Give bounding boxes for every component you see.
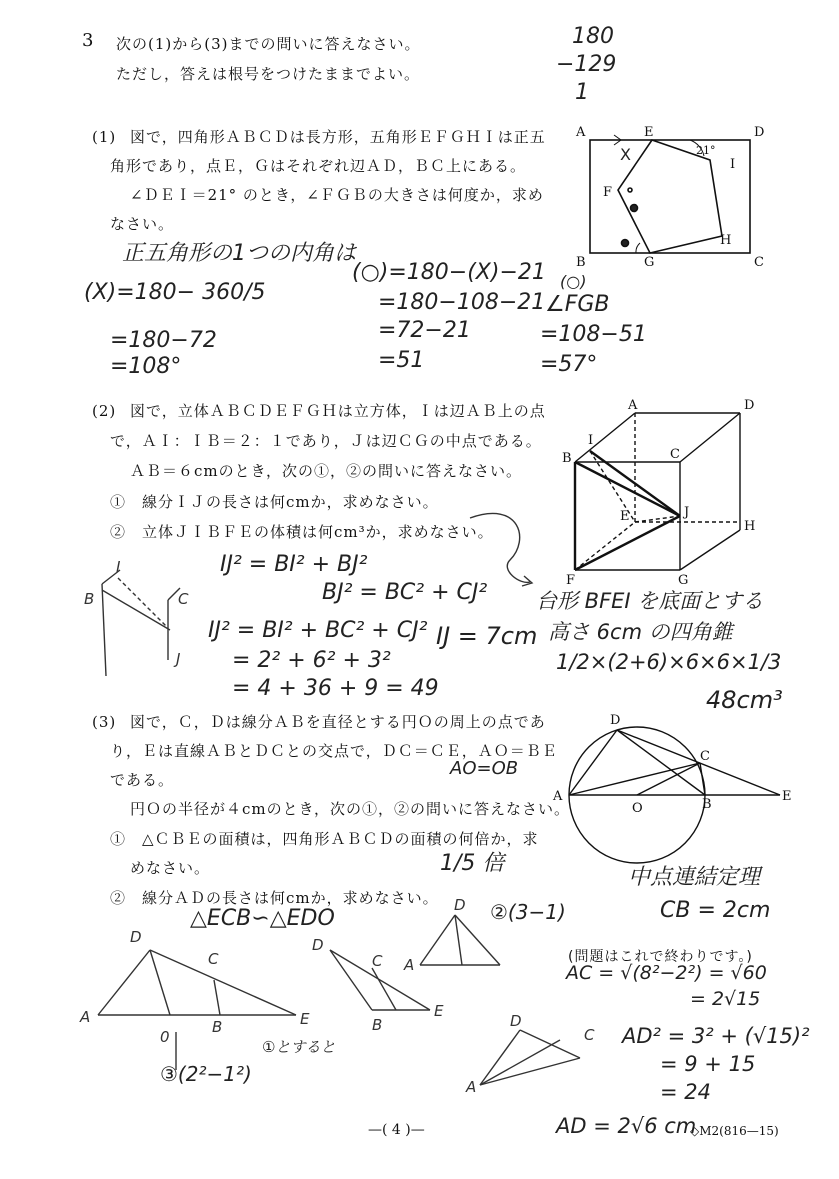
q1-work: (○)=180−(X)−21	[352, 260, 546, 285]
q1-text-3: ∠ＤＥＩ＝21° のとき，∠ＦＧＢの大きさは何度か，求め	[130, 186, 544, 204]
header-line-1: 次の(1)から(3)までの問いに答えなさい。	[116, 35, 421, 53]
q2-work: 48cm³	[706, 686, 783, 714]
label: D	[610, 713, 621, 728]
angle-marker	[631, 205, 638, 212]
sketch-label: J	[176, 650, 181, 668]
q3-number: (3)	[92, 713, 117, 731]
label: A	[576, 125, 586, 140]
label: J	[684, 505, 690, 520]
q1-text-4: なさい。	[110, 215, 175, 233]
sketch-label: 0	[160, 1028, 170, 1046]
label: F	[566, 573, 576, 588]
label: B	[576, 255, 586, 270]
q1-work: (X)=180− 360/5	[84, 280, 266, 305]
q1-work: =57°	[540, 352, 598, 377]
q1-work: =180−72	[110, 328, 217, 353]
q1-work: =72−21	[378, 318, 471, 343]
label: D	[744, 398, 755, 413]
q2-text-2: で，ＡＩ：ＩＢ＝２：１であり，Ｊは辺ＣＧの中点である。	[110, 432, 542, 450]
q3-work: 1/5 倍	[440, 851, 505, 876]
q2-figure	[575, 413, 740, 570]
label: C	[670, 447, 680, 462]
sketch-label: D	[130, 928, 142, 946]
q3-work: AO=OB	[450, 758, 519, 779]
q1-work: =108−51	[540, 322, 647, 347]
memo-2: −129	[556, 52, 617, 77]
q2-number: (2)	[92, 402, 117, 420]
label: E	[620, 509, 630, 524]
sketch-label: C	[208, 950, 219, 968]
q1-work: =180−108−21	[378, 290, 546, 315]
sketch-label: E	[434, 1002, 444, 1020]
q3-work: ③(2²−1²)	[160, 1062, 252, 1086]
q2-work: = 4 + 36 + 9 = 49	[232, 676, 439, 701]
sketch-label: I	[116, 558, 121, 576]
label: I	[730, 157, 736, 172]
q2-text-3: ＡＢ＝６cmのとき，次の①，②の問いに答えなさい。	[130, 462, 523, 480]
q2-work: BJ² = BC² + CJ²	[322, 580, 488, 605]
sketch-label: A	[466, 1078, 477, 1096]
q2-work: IJ = 7cm	[436, 622, 538, 650]
q3-work: 中点連結定理	[628, 865, 761, 890]
sketch-label: D	[312, 936, 324, 954]
q3-text-3: である。	[110, 771, 175, 789]
q2-work: 高さ 6cm の四角錐	[548, 620, 733, 644]
angle-label: 21°	[696, 144, 716, 157]
q1-work: =51	[378, 348, 425, 373]
q2-sub-2: ② 立体ＪＩＢＦＥの体積は何cm³か，求めなさい。	[110, 523, 494, 541]
q3-work: AD = 2√6 cm	[556, 1114, 697, 1138]
handwritten-x: X	[620, 145, 631, 164]
q3-text-1: 図で，Ｃ，Ｄは線分ＡＢを直径とする円Ｏの周上の点であ	[130, 713, 546, 731]
sketch-label: D	[454, 896, 466, 914]
label: O	[632, 801, 643, 816]
q1-text-2: 角形であり，点Ｅ，Ｇはそれぞれ辺ＡＤ，ＢＣ上にある。	[110, 157, 527, 175]
label: F	[603, 185, 613, 200]
q1-text-1: 図で，四角形ＡＢＣＤは長方形，五角形ＥＦＧＨＩは正五	[130, 128, 546, 146]
header-line-2: ただし，答えは根号をつけたままでよい。	[116, 65, 421, 83]
q2-work: 1/2×(2+6)×6×6×1/3	[556, 650, 782, 674]
label: B	[702, 797, 712, 812]
q2-work: IJ² = BI² + BJ²	[220, 552, 368, 577]
q1-work: =108°	[110, 354, 182, 379]
q3-sub-2: ② 線分ＡＤの長さは何cmか，求めなさい。	[110, 889, 439, 907]
q1-work: ∠FGB	[545, 292, 610, 317]
q3-work: = 9 + 15	[660, 1052, 756, 1076]
q3-work: ①とすると	[262, 1038, 336, 1056]
q3-sub-1a: ① △ＣＢＥの面積は，四角形ＡＢＣＤの面積の何倍か，求	[110, 830, 539, 848]
q3-text-2: り，Ｅは直線ＡＢとＤＣとの交点で，ＤＣ＝ＣＥ，ＡＯ＝ＢＥ	[110, 742, 558, 760]
q3-sub-1b: めなさい。	[130, 859, 211, 877]
label: A	[628, 398, 638, 413]
sketch-label: C	[178, 590, 189, 608]
label: B	[562, 451, 572, 466]
q3-labels	[552, 713, 792, 816]
label: C	[700, 749, 710, 764]
label: C	[754, 255, 764, 270]
q3-work: ②(3−1)	[490, 900, 566, 924]
q1-number: (1)	[92, 128, 117, 146]
label: E	[782, 789, 792, 804]
q3-figure	[569, 727, 780, 863]
q3-text-4: 円Ｏの半径が４cmのとき，次の①，②の問いに答えなさい。	[130, 800, 571, 818]
label: H	[720, 233, 732, 248]
q2-labels	[562, 398, 755, 588]
q1-work: 正五角形の1つの内角は	[122, 241, 356, 266]
sketch-label: E	[300, 1010, 310, 1028]
q3-work: AD² = 3² + (√15)²	[622, 1024, 810, 1048]
angle-marker	[628, 188, 632, 192]
q1-work: (○)	[560, 272, 587, 291]
label: A	[553, 789, 563, 804]
page-number: —( 4 )—	[368, 1122, 425, 1138]
sketch-label: A	[404, 956, 415, 974]
angle-arc	[636, 243, 640, 253]
label: D	[754, 125, 765, 140]
q2-sub-1: ① 線分ＩＪの長さは何cmか，求めなさい。	[110, 493, 439, 511]
memo-1: 180	[572, 24, 614, 49]
q2-work: 台形 BFEI を底面とする	[536, 589, 764, 613]
q2-sketch	[102, 513, 532, 676]
sketch-label: B	[372, 1016, 383, 1034]
sketch-label: A	[80, 1008, 91, 1026]
memo-3: 1	[575, 80, 589, 105]
label: I	[588, 433, 594, 448]
q3-work: AC = √(8²−2²) = √60	[566, 962, 767, 984]
label: H	[744, 519, 756, 534]
q3-work: = 24	[660, 1080, 711, 1104]
label: E	[644, 125, 654, 140]
angle-marker	[622, 240, 629, 247]
question-number: 3	[82, 30, 94, 51]
sketch-label: C	[584, 1026, 595, 1044]
q2-work: = 2² + 6² + 3²	[232, 648, 391, 673]
exam-code: ◇M2(816—15)	[690, 1124, 779, 1138]
sketch-label: C	[372, 952, 383, 970]
q3-work: CB = 2cm	[660, 898, 771, 923]
sketch-label: B	[212, 1018, 223, 1036]
q2-text-1: 図で，立体ＡＢＣＤＥＦＧＨは立方体，Ｉは辺ＡＢ上の点	[130, 402, 546, 420]
end-note: (問題はこれで終わりです。)	[568, 949, 753, 965]
sketch-label: B	[84, 590, 95, 608]
q3-work: △ECB∽△EDO	[190, 906, 335, 931]
label: G	[644, 255, 655, 270]
sketch-label: D	[510, 1012, 522, 1030]
q3-work: = 2√15	[690, 988, 761, 1010]
q3-sketches	[98, 915, 580, 1085]
label: G	[678, 573, 689, 588]
q2-work: IJ² = BI² + BC² + CJ²	[208, 618, 428, 643]
